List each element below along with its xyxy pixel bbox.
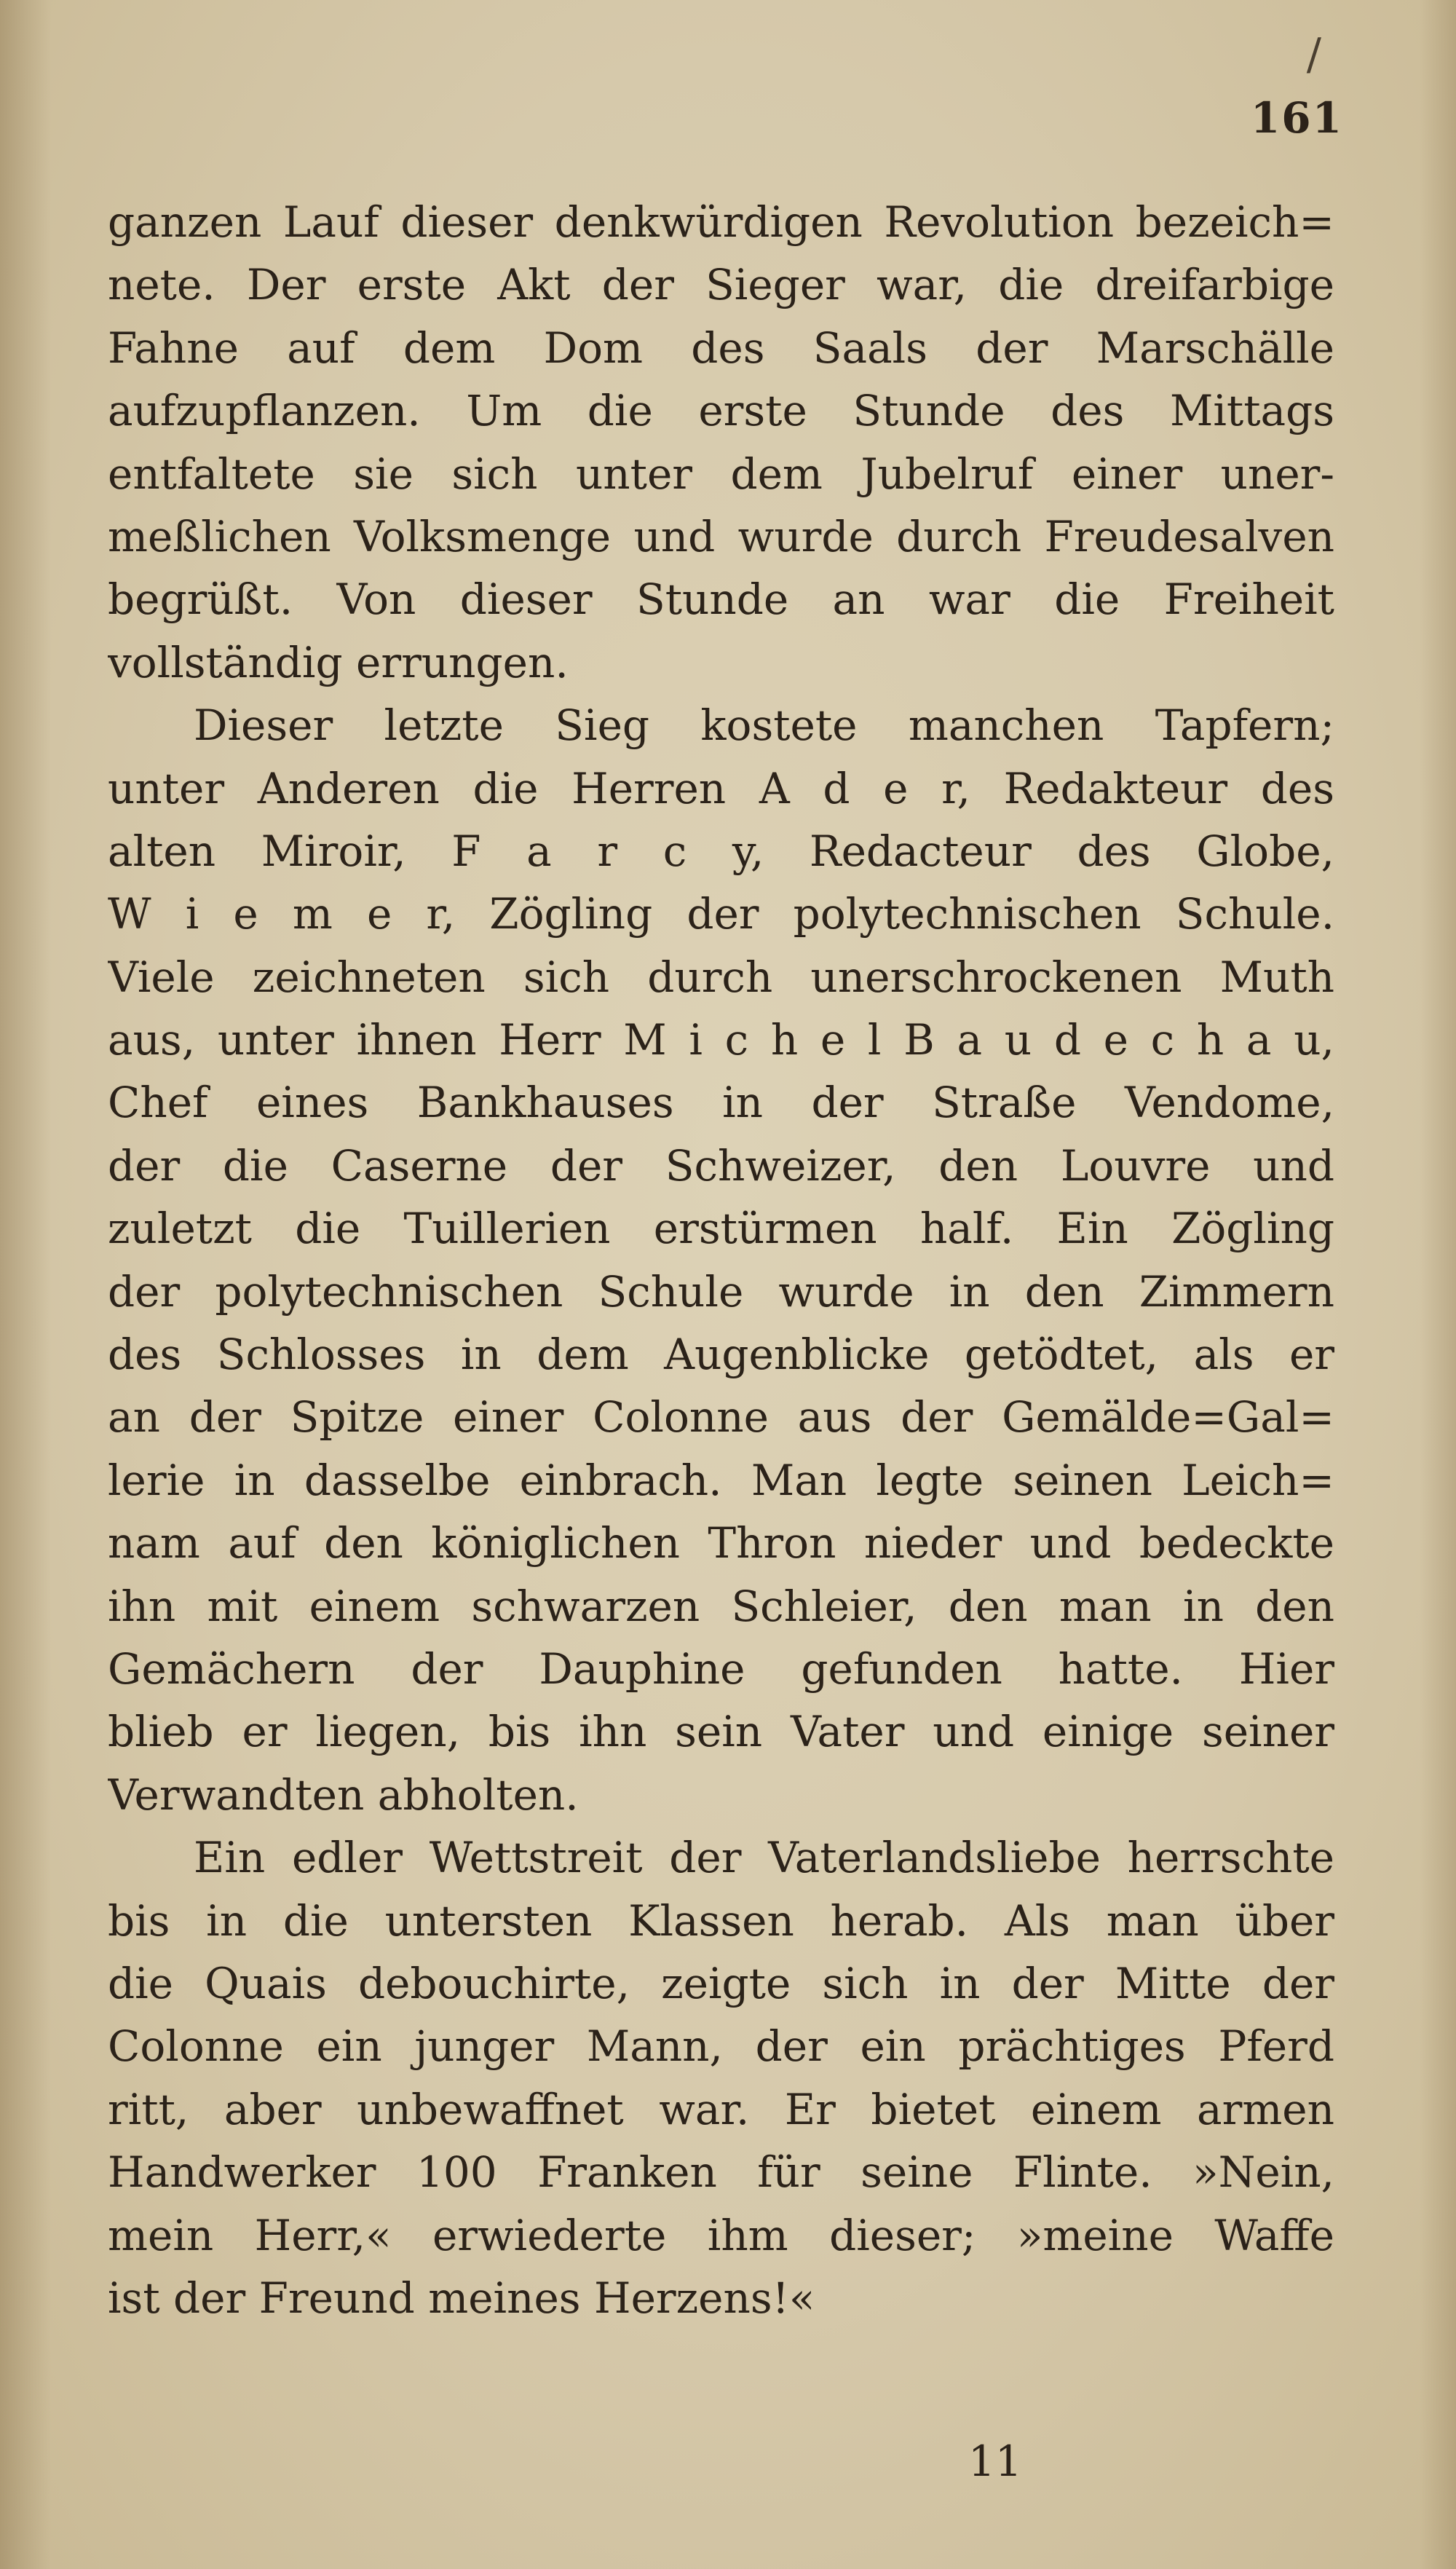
text-line: entfaltete sie sich unter dem Jubelruf einer uner-: [108, 449, 1334, 499]
text-line: des Schlosses in dem Augenblicke getödtet, als er: [108, 1330, 1334, 1380]
text-line: Colonne ein junger Mann, der ein prächtiges Pferd: [108, 2021, 1334, 2072]
text-line: Fahne auf dem Dom des Saals der Marschälle: [108, 323, 1334, 373]
text-line: Chef eines Bankhauses in der Straße Vendome,: [108, 1078, 1334, 1128]
text-line: begrüßt. Von dieser Stunde an war die Freiheit: [108, 575, 1334, 625]
text-line: zuletzt die Tuillerien erstürmen half. Ein Zögling: [108, 1204, 1334, 1254]
text-line: meßlichen Volksmenge und wurde durch Freudesalven: [108, 511, 1334, 561]
text-line: blieb er liegen, bis ihn sein Vater und einige seiner: [108, 1707, 1334, 1757]
text-line: ihn mit einem schwarzen Schleier, den man in den: [108, 1581, 1334, 1631]
corner-mark: /: [1306, 29, 1321, 80]
text-line: ritt, aber unbewaffnet war. Er bietet einem armen: [108, 2084, 1334, 2134]
text-line: alten Miroir, F a r c y, Redacteur des Globe,: [108, 826, 1334, 876]
paragraph-first-line: Dieser letzte Sieg kostete manchen Tapfern;: [194, 701, 1334, 751]
text-line: lerie in dasselbe einbrach. Man legte seinen Leich=: [108, 1455, 1334, 1505]
paragraph-first-line: Ein edler Wettstreit der Vaterlandsliebe herrschte: [194, 1833, 1334, 1883]
text-line: die Quais debouchirte, zeigte sich in der Mitte der: [108, 1958, 1334, 2008]
text-line: vollständig errungen.: [108, 637, 569, 687]
text-line: unter Anderen die Herren A d e r, Redakteur des: [108, 763, 1334, 813]
text-line: Verwandten abholten.: [108, 1769, 579, 1820]
text-line: aufzupflanzen. Um die erste Stunde des Mittags: [108, 386, 1334, 436]
text-line: an der Spitze einer Colonne aus der Gemälde=Gal=: [108, 1392, 1334, 1443]
text-line: der die Caserne der Schweizer, den Louvre und: [108, 1140, 1334, 1191]
signature-mark: 11: [968, 2436, 1022, 2486]
text-line: Handwerker 100 Franken für seine Flinte. »Nein,: [108, 2147, 1334, 2198]
text-line: mein Herr,« erwiederte ihm dieser; »meine Waffe: [108, 2210, 1334, 2260]
text-line: nete. Der erste Akt der Sieger war, die dreifarbige: [108, 260, 1334, 310]
text-line: aus, unter ihnen Herr M i c h e l B a u d e c h a u,: [108, 1015, 1334, 1065]
text-line: bis in die untersten Klassen herab. Als man über: [108, 1895, 1334, 1946]
text-line: Gemächern der Dauphine gefunden hatte. Hier: [108, 1643, 1334, 1694]
text-line: W i e m e r, Zögling der polytechnischen Schule.: [108, 889, 1334, 939]
text-line: Viele zeichneten sich durch unerschrockenen Muth: [108, 952, 1334, 1002]
text-line: der polytechnischen Schule wurde in den Zimmern: [108, 1266, 1334, 1317]
text-line: ganzen Lauf dieser denkwürdigen Revolution bezeich=: [108, 197, 1334, 247]
text-line: ist der Freund meines Herzens!«: [108, 2273, 815, 2323]
body-text: [108, 191, 1334, 2329]
page-number: 161: [1250, 93, 1343, 143]
text-line: nam auf den königlichen Thron nieder und bedeckte: [108, 1518, 1334, 1568]
